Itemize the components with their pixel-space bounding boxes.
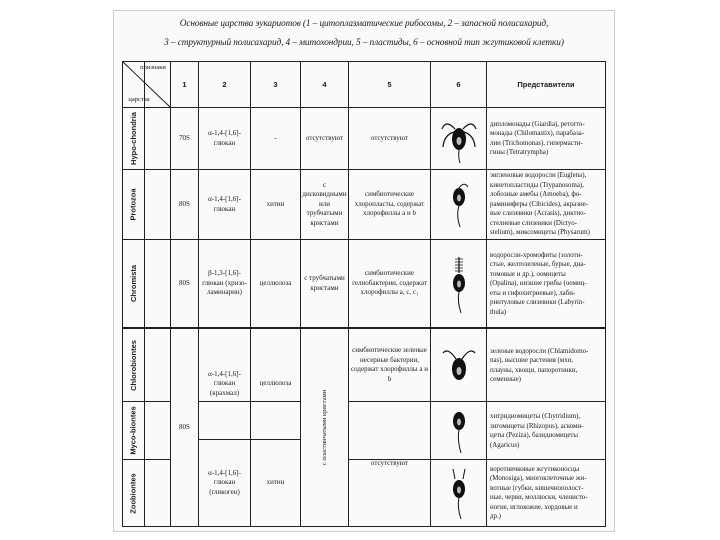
representatives-cell — [487, 330, 605, 401]
caption-line-2: 3 – структурный полисахарид, 4 – митохондрии, 5 – пластиды, 6 – основной тип жгутиковой клетки) — [164, 38, 564, 48]
flagellate-cell-icon — [440, 113, 478, 165]
representatives-list — [490, 465, 588, 522]
kingdoms-table — [122, 61, 606, 527]
ribosomes-merged-cell: 80S — [179, 422, 190, 431]
representatives-cell — [487, 171, 605, 238]
representatives-cell — [487, 403, 605, 459]
representative-line: стелиевые слизевики (Dictyo- — [490, 219, 577, 227]
representatives-list — [490, 120, 585, 158]
header-col-6: 6 — [456, 79, 461, 89]
representative-line: ногие, иглокожие, хордовые и — [490, 503, 578, 511]
representative-line: thula) — [490, 308, 507, 316]
mitochondria-cell: с дисковидными или трубчатыми кристами — [302, 180, 347, 227]
representative-line: лобозные амебы (Amoeba), фо- — [490, 191, 582, 199]
representatives-list — [490, 171, 590, 238]
chytrid-zoospore-icon — [448, 407, 470, 455]
representative-line: кинетопластиды (Trypanosoma), — [490, 181, 584, 189]
grid-line — [430, 61, 431, 527]
mitochondria-cell: с трубчатыми кристами — [304, 274, 345, 292]
kingdom-label: Chromista — [129, 264, 138, 303]
ribosomes-cell: 80S — [179, 278, 190, 287]
representative-line: томовые и др.), оомицеты — [490, 270, 566, 278]
kingdom-label: Protozoa — [129, 188, 138, 221]
plastids-cell: отсутствуют — [370, 133, 409, 142]
header-col-1: 1 — [182, 79, 187, 89]
plastids-cell: симбиотические гелиобактерии, содержат хлорофиллы a, c, c₁ — [352, 269, 427, 297]
representative-line: плауны, хвощи, папоротники, — [490, 366, 578, 374]
ribosomes-cell: 70S — [179, 133, 190, 142]
representative-line: stelium), миксомицеты (Physarum) — [490, 229, 590, 237]
storage-polysaccharide-cell: α-1,4-[1,6]-глюкан — [208, 129, 241, 147]
representative-line: (Monosiga), многоклеточные жи- — [490, 475, 587, 482]
mitochondria-cell: отсутствуют — [305, 133, 344, 142]
heterokont-cell-icon — [448, 255, 470, 315]
ribosomes-cell: 80S — [179, 199, 190, 208]
header-col-4: 4 — [322, 79, 327, 89]
representatives-cell — [487, 460, 605, 526]
header-col-3: 3 — [273, 79, 278, 89]
representative-line: ринтуловые слизевики (Labyrin- — [490, 299, 585, 307]
structural-polysaccharide-cell: хитин — [266, 478, 285, 487]
scanned-table-page — [113, 10, 615, 532]
plastids-cell: симбиотические зеленые несерные бактерии, содержат хлорофиллы a и b — [351, 346, 428, 383]
plastids-cell: отсутствуют — [370, 459, 409, 468]
header-col-representatives: Представители — [517, 79, 575, 89]
representative-line: (Agaricus) — [490, 441, 520, 449]
mitochondria-merged-cell: с пластинчатыми кристами — [321, 389, 329, 466]
corner-kingdoms-label: царства — [128, 96, 150, 104]
structural-polysaccharide-cell: хитин — [266, 199, 285, 208]
representative-line: ные, черви, моллюски, членисто- — [490, 494, 588, 501]
representative-line: nas), высшие растения (мхи, — [490, 357, 574, 364]
representative-line: хитридиомицеты (Chytridium), — [490, 413, 581, 420]
representative-line: цеты (Peziza), базидиомицеты — [490, 432, 579, 439]
representative-line: зеленые водоросли (Chlamidomo- — [490, 347, 589, 355]
representative-line: эвгленовые водоросли (Euglena), — [490, 172, 587, 180]
header-col-5: 5 — [387, 79, 392, 89]
choanoflagellate-cell-icon — [446, 465, 472, 521]
representative-line: вотные (губки, кишечнополост- — [490, 484, 584, 492]
storage-polysaccharide-cell: α-1,4-[1,6]-глюкан (гликоген) — [208, 468, 241, 496]
grid-line — [605, 61, 606, 527]
representative-line: вые слизевики (Acrasis), диктио- — [490, 210, 586, 218]
representative-line: гины (Tetratrympha) — [490, 149, 549, 156]
representative-line: др.) — [490, 513, 501, 520]
kingdom-label: Hypo-chondria — [129, 112, 139, 165]
representative-line: лии (Trichomonas), гипермасти- — [490, 139, 583, 147]
representative-line: воротничковые жгутиконосцы — [490, 465, 580, 473]
storage-polysaccharide-cell: β-1,3-[1,6]-глюкан (хризо-ламинарин) — [202, 269, 247, 297]
structural-polysaccharide-cell: - — [274, 133, 277, 142]
storage-polysaccharide-cell: α-1,4-[1,6]-глюкан (крахмал) — [208, 369, 241, 397]
representative-line: раминиферы (Cibicides), акразие- — [490, 200, 588, 208]
representative-line: (Opalina), низшие грибы (оомиц- — [490, 280, 587, 288]
kingdom-label: Myco-biontes — [129, 406, 138, 455]
representative-line: водоросли-хромофиты (золоти- — [490, 251, 583, 259]
representative-line: монады (Chilomastix), парабаза- — [490, 130, 585, 137]
representatives-list — [490, 251, 587, 318]
structural-polysaccharide-cell: целлюлоза — [259, 278, 292, 287]
euglenoid-cell-icon — [448, 183, 470, 229]
representative-line: зигомицеты (Rhizopus), аскоми- — [490, 422, 584, 430]
plastids-cell: симбиотические хлоропласты, содержат хлорофиллы a и b — [354, 190, 425, 218]
representative-line: еты и гифохитриевые), лаби- — [490, 289, 576, 297]
representative-line: дипломонады (Giardia), ретorто- — [490, 120, 585, 128]
structural-polysaccharide-cell: целлюлоза — [259, 379, 292, 388]
storage-polysaccharide-cell: α-1,4-[1,6]-глюкан — [208, 195, 241, 213]
representatives-cell — [487, 109, 605, 168]
grid-line — [144, 61, 145, 527]
kingdom-label: Chlorobiontes — [129, 339, 138, 391]
representative-line: стые, желтозеленые, бурые, диа- — [490, 261, 586, 269]
chlamydomonas-cell-icon — [440, 339, 478, 393]
representatives-cell — [487, 241, 605, 327]
caption-line-1: Основные царства эукариотов (1 – цитоплазматические рибосомы, 2 – запасной полисахарид, — [179, 19, 549, 29]
table-caption — [114, 15, 614, 53]
corner-features-label: признаки — [140, 64, 166, 72]
representatives-list — [490, 347, 588, 385]
grid-line — [122, 526, 606, 527]
header-col-2: 2 — [222, 79, 227, 89]
representatives-list — [490, 412, 583, 450]
representative-line: семенные) — [490, 376, 521, 383]
kingdom-label: Zoobiontes — [129, 472, 139, 514]
